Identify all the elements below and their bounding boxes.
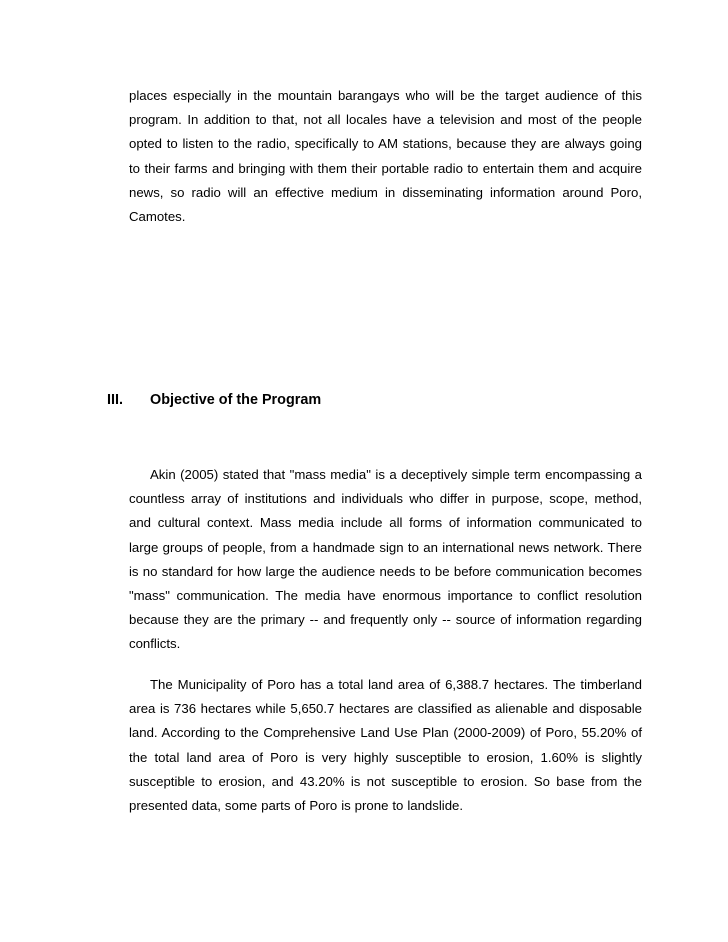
paragraph-mass-media: Akin (2005) stated that "mass media" is a deceptively simple term encompassing a countless array of institutions and individuals who differ in purpose, scope, method, and cultural context. Mass media include all forms of information communicated to large groups of people, from a handmade sign to an international news network. There is no standard for how large the audience needs to be before communication becomes "mass" communication. The media have enormous importance to conflict resolution because they are the primary -- and frequently only -- source of information regarding conflicts. [129, 467, 642, 652]
section-title: Objective of the Program [150, 392, 322, 408]
paragraph-radio-medium: places especially in the mountain barangays who will be the target audience of this program. In addition to that, not all locales have a television and most of the people opted to listen to the radio, specifically to AM stations, because they are always going to their farms and bringing with them their portable radio to entertain them and acquire news, so radio will an effective medium in disseminating information around Poro, Camotes. [129, 88, 642, 225]
section-number: III. [107, 392, 123, 408]
paragraph-municipality-land: The Municipality of Poro has a total land area of 6,388.7 hectares. The timberland area is 736 hectares while 5,650.7 hectares are classified as alienable and disposable land. According to the Comprehensive Land Use Plan (2000-2009) of Poro, 55.20% of the total land area of Poro is very highly susceptible to erosion, 1.60% is slightly susceptible to erosion, and 43.20% is not susceptible to erosion. So base from the presented data, some parts of Poro is prone to landslide. [129, 677, 642, 814]
section-heading [107, 392, 321, 408]
